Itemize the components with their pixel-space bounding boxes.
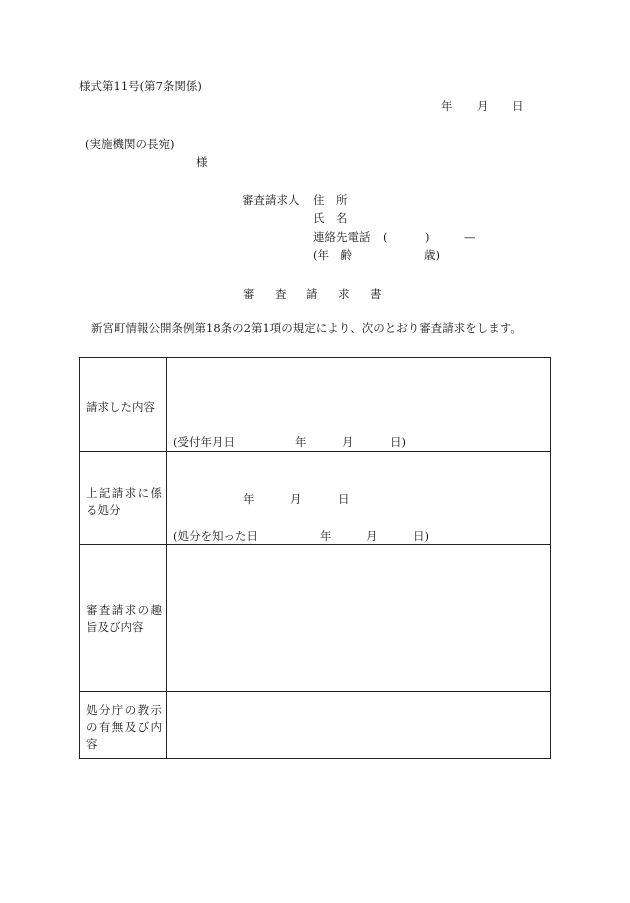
requester-age-open: (年 齢 <box>313 248 352 262</box>
row-label-instruction: 処分庁の教示の有無及び内容 <box>86 703 162 751</box>
form-number: 様式第11号(第7条関係) <box>79 79 202 93</box>
requester-name-label: 氏 名 <box>313 211 348 225</box>
receipt-date-day: 日) <box>390 435 406 449</box>
table-label-cell <box>80 358 167 451</box>
disposition-date-month: 月 <box>290 492 302 506</box>
table-label-cell <box>80 452 167 545</box>
intro-text: 新宮町情報公開条例第18条の2第1項の規定により、次のとおり審査請求をします。 <box>91 321 522 335</box>
row-label-requested-content: 請求した内容 <box>86 400 155 414</box>
document-title-char: 査 <box>275 287 287 301</box>
request-form-table <box>79 357 551 759</box>
table-row-requested-content <box>80 358 550 451</box>
document-title-char: 請 <box>306 287 318 301</box>
known-date-label: (処分を知った日 <box>173 529 258 543</box>
header-date-month: 月 <box>477 99 489 113</box>
requester-address-label: 住 所 <box>313 193 348 207</box>
row-label-disposition: 上記請求に係る処分 <box>86 486 162 517</box>
row-label-appeal-purpose: 審査請求の趣旨及び内容 <box>86 603 162 634</box>
requester-phone-dash: — <box>464 230 476 244</box>
known-date-year: 年 <box>320 529 332 543</box>
receipt-date-label: (受付年月日 <box>173 435 235 449</box>
header-date-year: 年 <box>441 99 453 113</box>
header-date-day: 日 <box>512 99 524 113</box>
table-row-appeal-purpose <box>80 544 550 692</box>
known-date-day: 日) <box>413 529 429 543</box>
requester-phone-label: 連絡先電話 <box>313 230 371 244</box>
table-label-cell <box>80 545 167 692</box>
table-row-disposition <box>80 451 550 545</box>
document-title-char: 書 <box>370 287 382 301</box>
known-date-month: 月 <box>366 529 378 543</box>
document-title-char: 求 <box>338 287 350 301</box>
requester-age-close: 歳) <box>424 248 440 262</box>
receipt-date-year: 年 <box>295 435 307 449</box>
requester-role-label: 審査請求人 <box>242 193 300 207</box>
disposition-date-year: 年 <box>243 492 255 506</box>
addressee-title: (実施機関の長宛) <box>85 137 175 151</box>
document-title-char: 審 <box>243 287 255 301</box>
disposition-date-day: 日 <box>338 492 350 506</box>
requester-phone-close: ) <box>425 230 430 244</box>
table-row-instruction <box>80 691 550 759</box>
addressee-honorific: 様 <box>196 155 208 169</box>
requester-phone-open: ( <box>383 230 388 244</box>
receipt-date-month: 月 <box>342 435 354 449</box>
table-label-cell <box>80 692 167 759</box>
